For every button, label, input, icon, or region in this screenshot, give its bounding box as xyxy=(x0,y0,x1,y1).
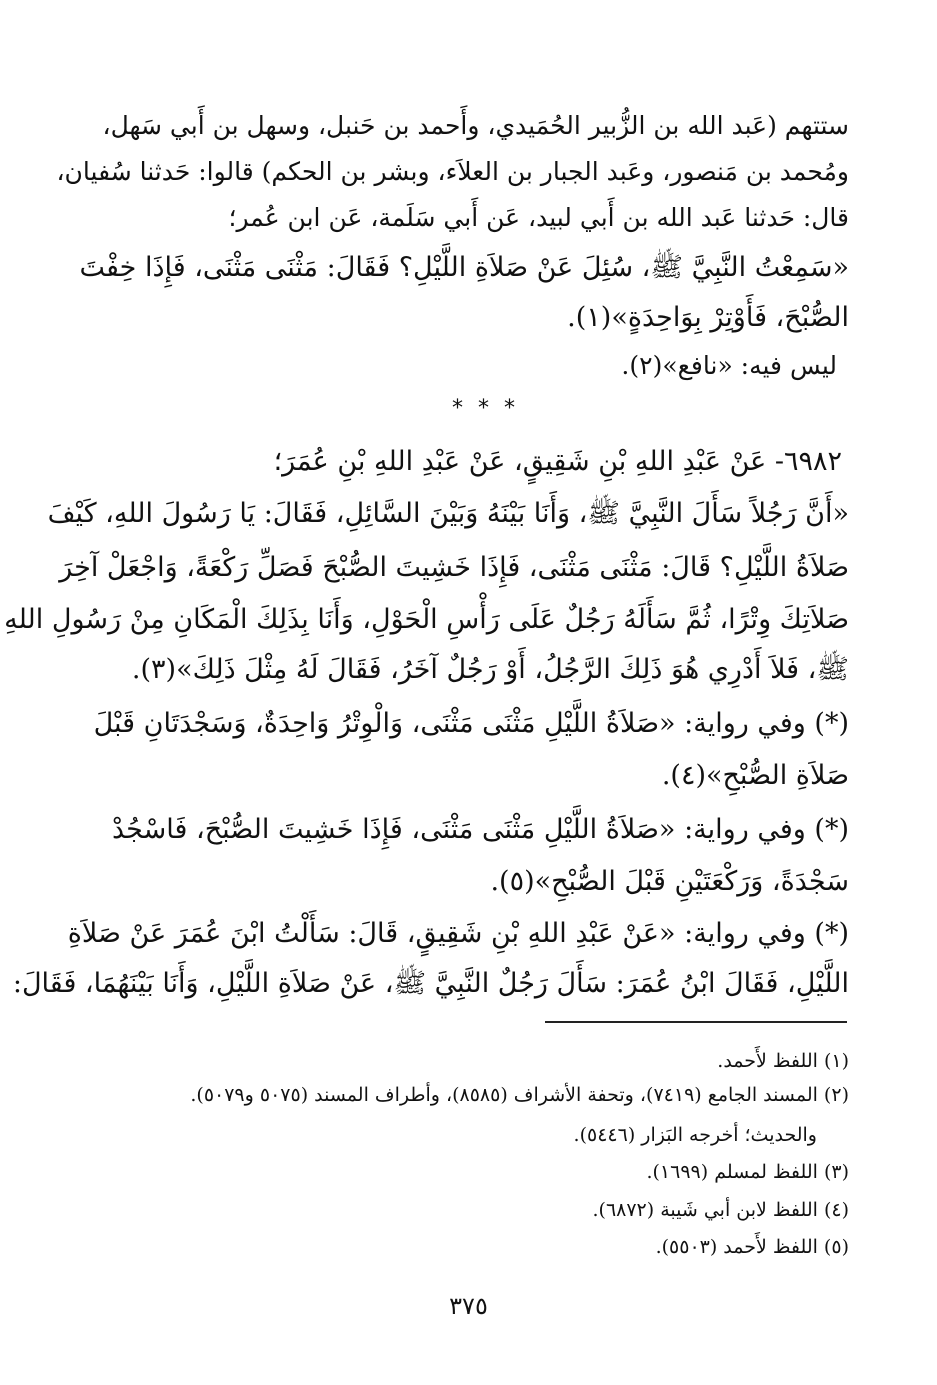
riwaya-2-line-2: سَجْدَةً، وَرَكْعَتَيْنِ قَبْلَ الصُّبْحِ»(٥). xyxy=(490,866,849,897)
hadith-text-line-2: الصُّبْحَ، فَأَوْتِرْ بِوَاحِدَةٍ»(١). xyxy=(567,302,849,333)
hadith-body-line-2: صَلاَةُ اللَّيْلِ؟ قَالَ: مَثْنَى مَثْنَى، فَإِذَا خَشِيتَ الصُّبْحَ فَصَلِّ رَكْعَةً، وَاجْعَلْ آخِرَ xyxy=(59,552,849,583)
riwaya-3-line-1: (*) وفي رواية: «عَنْ عَبْدِ اللهِ بْنِ شَقِيقٍ، قَالَ: سَأَلْتُ ابْنَ عُمَرَ عَنْ صَلاَةِ xyxy=(67,918,849,949)
riwaya-1-line-2: صَلاَةِ الصُّبْحِ»(٤). xyxy=(661,760,849,791)
hadith-body-line-3: صَلاَتِكَ وِتْرًا، ثُمَّ سَأَلَهُ رَجُلٌ عَلَى رَأْسِ الْحَوْلِ، وَأَنَا بِذَلِكَ الْمَكَانِ مِنْ رَسُولِ اللهِ xyxy=(4,604,849,635)
hadith-body-line-1: «أَنَّ رَجُلاً سَأَلَ النَّبِيَّ ﷺ، وَأَنَا بَيْنَهُ وَبَيْنَ السَّائِلِ، فَقَالَ: يَا رَسُولَ اللهِ، كَيْفَ xyxy=(47,498,849,529)
footnote-4: (٤) اللفظ لابن أبي شَيبة (٦٨٧٢). xyxy=(592,1199,849,1221)
riwaya-3-line-2: اللَّيْلِ، فَقَالَ ابْنُ عُمَرَ: سَأَلَ رَجُلٌ النَّبِيَّ ﷺ، عَنْ صَلاَةِ اللَّيْلِ، وَأَنَا بَيْنَهُمَا، فَقَالَ: xyxy=(12,968,849,999)
footnote-2: (٢) المسند الجامع (٧٤١٩)، وتحفة الأشراف (٨٥٨٥)، وأطراف المسند (٥٠٧٥ و٥٠٧٩). xyxy=(190,1084,849,1106)
footnote-5: (٥) اللفظ لأَحمد (٥٥٠٣). xyxy=(655,1236,849,1258)
nafi-note: ليس فيه: «نافع»(٢). xyxy=(621,351,837,380)
isnad-line-2: ومُحمد بن مَنصور، وعَبد الجبار بن العلاَء، وبشر بن الحكم) قالوا: حَدثنا سُفيان، xyxy=(56,157,849,186)
page-number: ٣٧٥ xyxy=(449,1292,488,1320)
footnote-1: (١) اللفظ لأَحمد. xyxy=(717,1050,849,1072)
hadith-heading: ٦٩٨٢- عَنْ عَبْدِ اللهِ بْنِ شَقِيقٍ، عَنْ عَبْدِ اللهِ بْنِ عُمَرَ؛ xyxy=(273,446,842,477)
footnote-3: (٣) اللفظ لمسلم (١٦٩٩). xyxy=(646,1161,849,1183)
hadith-body-line-4: ﷺ، فَلاَ أَدْرِي هُوَ ذَلِكَ الرَّجُلُ، أَوْ رَجُلٌ آخَرُ، فَقَالَ لَهُ مِثْلَ ذَلِكَ»(٣). xyxy=(131,654,849,685)
isnad-line-1: ستتهم (عَبد الله بن الزُّبير الحُمَيدي، وأَحمد بن حَنبل، وسهل بن أَبي سَهل، xyxy=(102,111,849,140)
footnote-divider xyxy=(545,1021,847,1023)
riwaya-1-line-1: (*) وفي رواية: «صَلاَةُ اللَّيْلِ مَثْنَى مَثْنَى، وَالْوِتْرُ وَاحِدَةٌ، وَسَجْدَتَانِ قَبْلَ xyxy=(93,708,849,739)
section-separator: * * * xyxy=(452,396,519,421)
hadith-text-line-1: «سَمِعْتُ النَّبِيَّ ﷺ، سُئِلَ عَنْ صَلاَةِ اللَّيْلِ؟ فَقَالَ: مَثْنَى مَثْنَى، فَإِذَا خِفْتَ xyxy=(79,252,849,283)
isnad-line-3: قال: حَدثنا عَبد الله بن أَبي لبيد، عَن أَبي سَلَمة، عَن ابن عُمر؛ xyxy=(228,203,849,232)
riwaya-2-line-1: (*) وفي رواية: «صَلاَةُ اللَّيْلِ مَثْنَى مَثْنَى، فَإِذَا خَشِيتَ الصُّبْحَ، فَاسْجُدْ xyxy=(112,814,849,845)
footnote-2-continuation: والحديث؛ أخرجه البَزار (٥٤٤٦). xyxy=(573,1124,817,1146)
